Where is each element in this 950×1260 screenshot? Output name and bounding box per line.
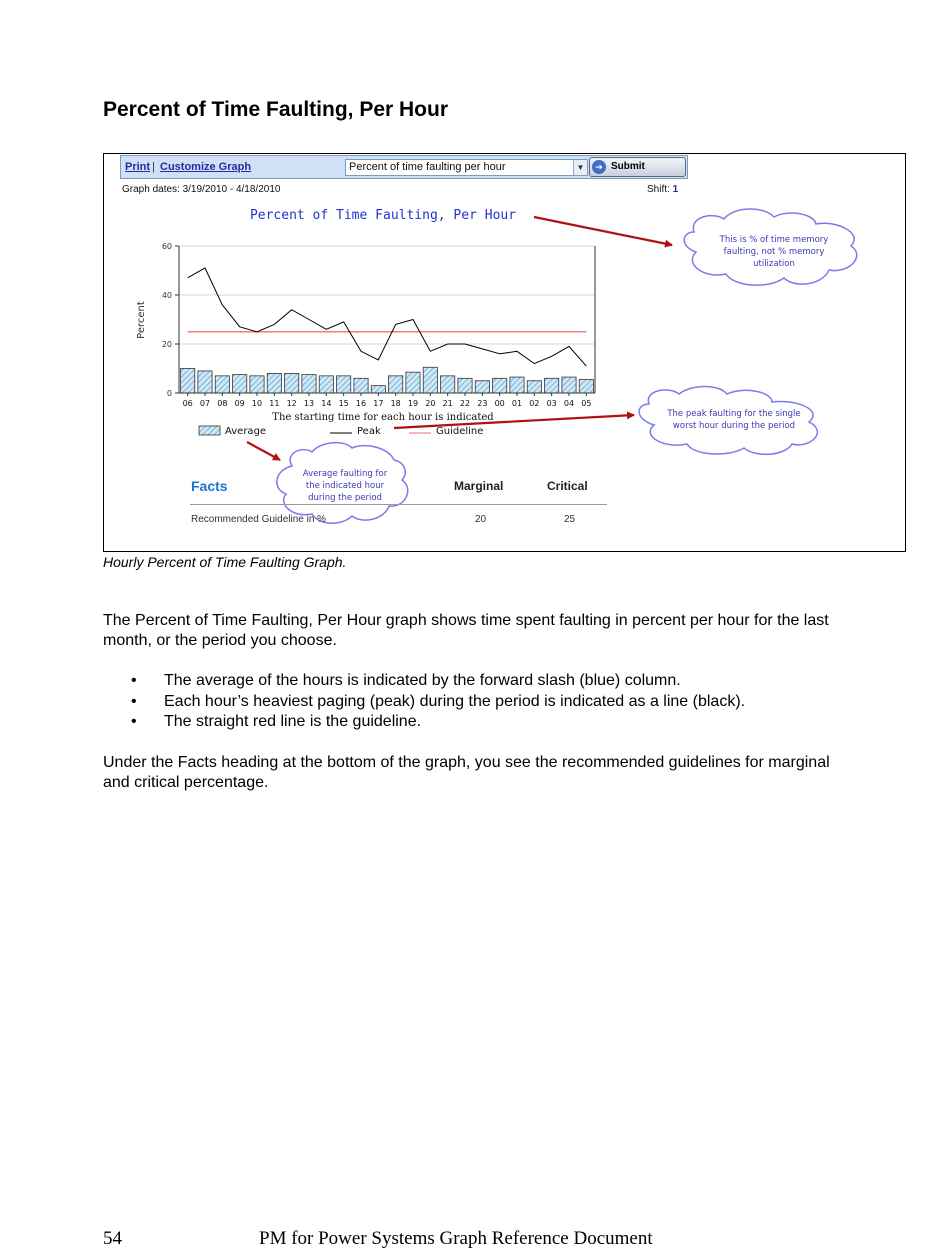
x-tick-label: 04: [563, 399, 575, 408]
y-tick-label: 60: [161, 242, 172, 251]
x-tick-label: 02: [529, 399, 540, 408]
submit-button-label: Submit: [611, 161, 645, 172]
x-tick-label: 20: [425, 399, 436, 408]
bullet-mark: •: [131, 713, 137, 730]
bullet-mark: •: [131, 692, 137, 710]
list-item: [103, 712, 838, 733]
footer-title: PM for Power Systems Graph Reference Document: [259, 1228, 653, 1249]
peak-line: [188, 268, 587, 366]
bar-average: [545, 378, 559, 393]
bar-average: [302, 375, 316, 393]
shift-value: 1: [672, 184, 679, 195]
list-item-text: Each hour’s heaviest paging (peak) during the period is indicated as a line (black).: [164, 692, 746, 710]
x-tick-label: 06: [182, 399, 193, 408]
axes: [175, 246, 595, 396]
bar-average: [527, 381, 541, 393]
facts-col-critical: Critical: [547, 479, 588, 493]
x-tick-label: 21: [442, 399, 453, 408]
facts-col-marginal: Marginal: [454, 479, 504, 493]
chart-title: Percent of Time Faulting, Per Hour: [249, 208, 517, 223]
list-item-text: The average of the hours is indicated by the forward slash (blue) column.: [164, 672, 681, 689]
x-tick-label: 14: [321, 399, 332, 408]
x-tick-label: 07: [199, 399, 211, 408]
facts-heading: Facts: [191, 478, 228, 494]
facts-row-label: Recommended Guideline in %: [191, 514, 327, 525]
x-tick-label: 22: [459, 399, 471, 408]
bar-average: [493, 378, 507, 393]
x-axis-label: The starting time for each hour is indicated: [272, 412, 494, 423]
x-tick-label: 16: [355, 399, 367, 408]
x-tick-label: 12: [286, 399, 297, 408]
graph-dates: Graph dates: 3/19/2010 - 4/18/2010: [122, 184, 281, 195]
x-tick-label: 08: [217, 399, 228, 408]
print-link[interactable]: Print: [125, 161, 151, 173]
x-tick-label: 23: [477, 399, 488, 408]
intro-paragraph: The Percent of Time Faulting, Per Hour graph shows time spent faulting in percent per hour for the last month, or the period you choose.: [103, 612, 829, 649]
bar-average: [198, 371, 212, 393]
memory-callout-text: This is % of time memory faulting, not % memory utilization: [719, 235, 829, 269]
average-callout-arrow: [247, 442, 280, 460]
arrow-circle-icon: ➔: [592, 160, 606, 174]
list-item-text: The straight red line is the guideline.: [164, 713, 422, 730]
facts-paragraph: Under the Facts heading at the bottom of the graph, you see the recommended guidelines for marginal and critical percentage.: [103, 754, 830, 791]
x-tick-label: 18: [390, 399, 401, 408]
legend-peak-label: Peak: [357, 426, 381, 437]
y-tick-label: 40: [161, 291, 172, 300]
x-tick-label: 01: [511, 399, 523, 408]
shift-label: Shift:: [647, 184, 670, 195]
page-number: 54: [103, 1228, 122, 1249]
x-tick-label: 00: [494, 399, 505, 408]
customize-graph-link[interactable]: Customize Graph: [160, 161, 252, 173]
bar-average: [423, 367, 437, 393]
grid: [179, 246, 595, 344]
bar-average: [233, 375, 247, 393]
bar-series: [181, 367, 594, 393]
list-item: [103, 671, 838, 692]
line-series: [188, 268, 587, 366]
bar-average: [354, 378, 368, 393]
toolbar-separator: |: [152, 161, 155, 173]
facts-divider: [190, 504, 607, 505]
x-tick-label: 13: [303, 399, 315, 408]
chart-legend: [199, 426, 483, 437]
bar-average: [181, 369, 195, 394]
legend-average-label: Average: [225, 426, 267, 437]
bar-average: [475, 381, 489, 393]
page-title: Percent of Time Faulting, Per Hour: [103, 98, 449, 121]
bar-average: [579, 380, 593, 393]
figure-frame: [103, 153, 906, 552]
facts-critical-value: 25: [564, 514, 576, 525]
legend-guideline-label: Guideline: [436, 426, 484, 437]
bar-average: [562, 377, 576, 393]
peak-callout-text: The peak faulting for the single worst hour during the period: [667, 409, 801, 431]
facts-marginal-value: 20: [475, 514, 487, 525]
bar-average: [510, 377, 524, 393]
bar-average: [319, 376, 333, 393]
x-tick-label: 10: [251, 399, 263, 408]
bar-average: [337, 376, 351, 393]
x-tick-label: 17: [373, 399, 384, 408]
average-callout-text: Average faulting for the indicated hour during the period: [302, 469, 388, 503]
chevron-down-icon[interactable]: ▼: [573, 160, 587, 175]
bar-average: [389, 376, 403, 393]
figure-caption: Hourly Percent of Time Faulting Graph.: [103, 554, 347, 570]
bar-average: [215, 376, 229, 393]
graph-select-value: Percent of time faulting per hour: [349, 161, 506, 173]
bar-average: [267, 373, 281, 393]
y-axis-label: Percent: [136, 301, 147, 339]
x-tick-label: 19: [407, 399, 419, 408]
bar-average: [285, 373, 299, 393]
x-tick-label: 11: [269, 399, 280, 408]
bullet-list: [103, 671, 838, 733]
bar-average: [441, 376, 455, 393]
x-tick-label: 03: [546, 399, 557, 408]
legend-average-swatch: [199, 426, 220, 435]
y-tick-label: 0: [166, 389, 172, 398]
memory-callout-arrow: [534, 217, 672, 245]
x-tick-label: 09: [234, 399, 245, 408]
bar-average: [458, 378, 472, 393]
bar-average: [250, 376, 264, 393]
list-item: [103, 692, 838, 713]
y-tick-label: 20: [161, 340, 172, 349]
x-tick-label: 15: [338, 399, 349, 408]
bar-average: [406, 372, 420, 393]
bullet-mark: •: [131, 672, 137, 689]
bar-average: [371, 386, 385, 393]
x-tick-label: 05: [581, 399, 592, 408]
